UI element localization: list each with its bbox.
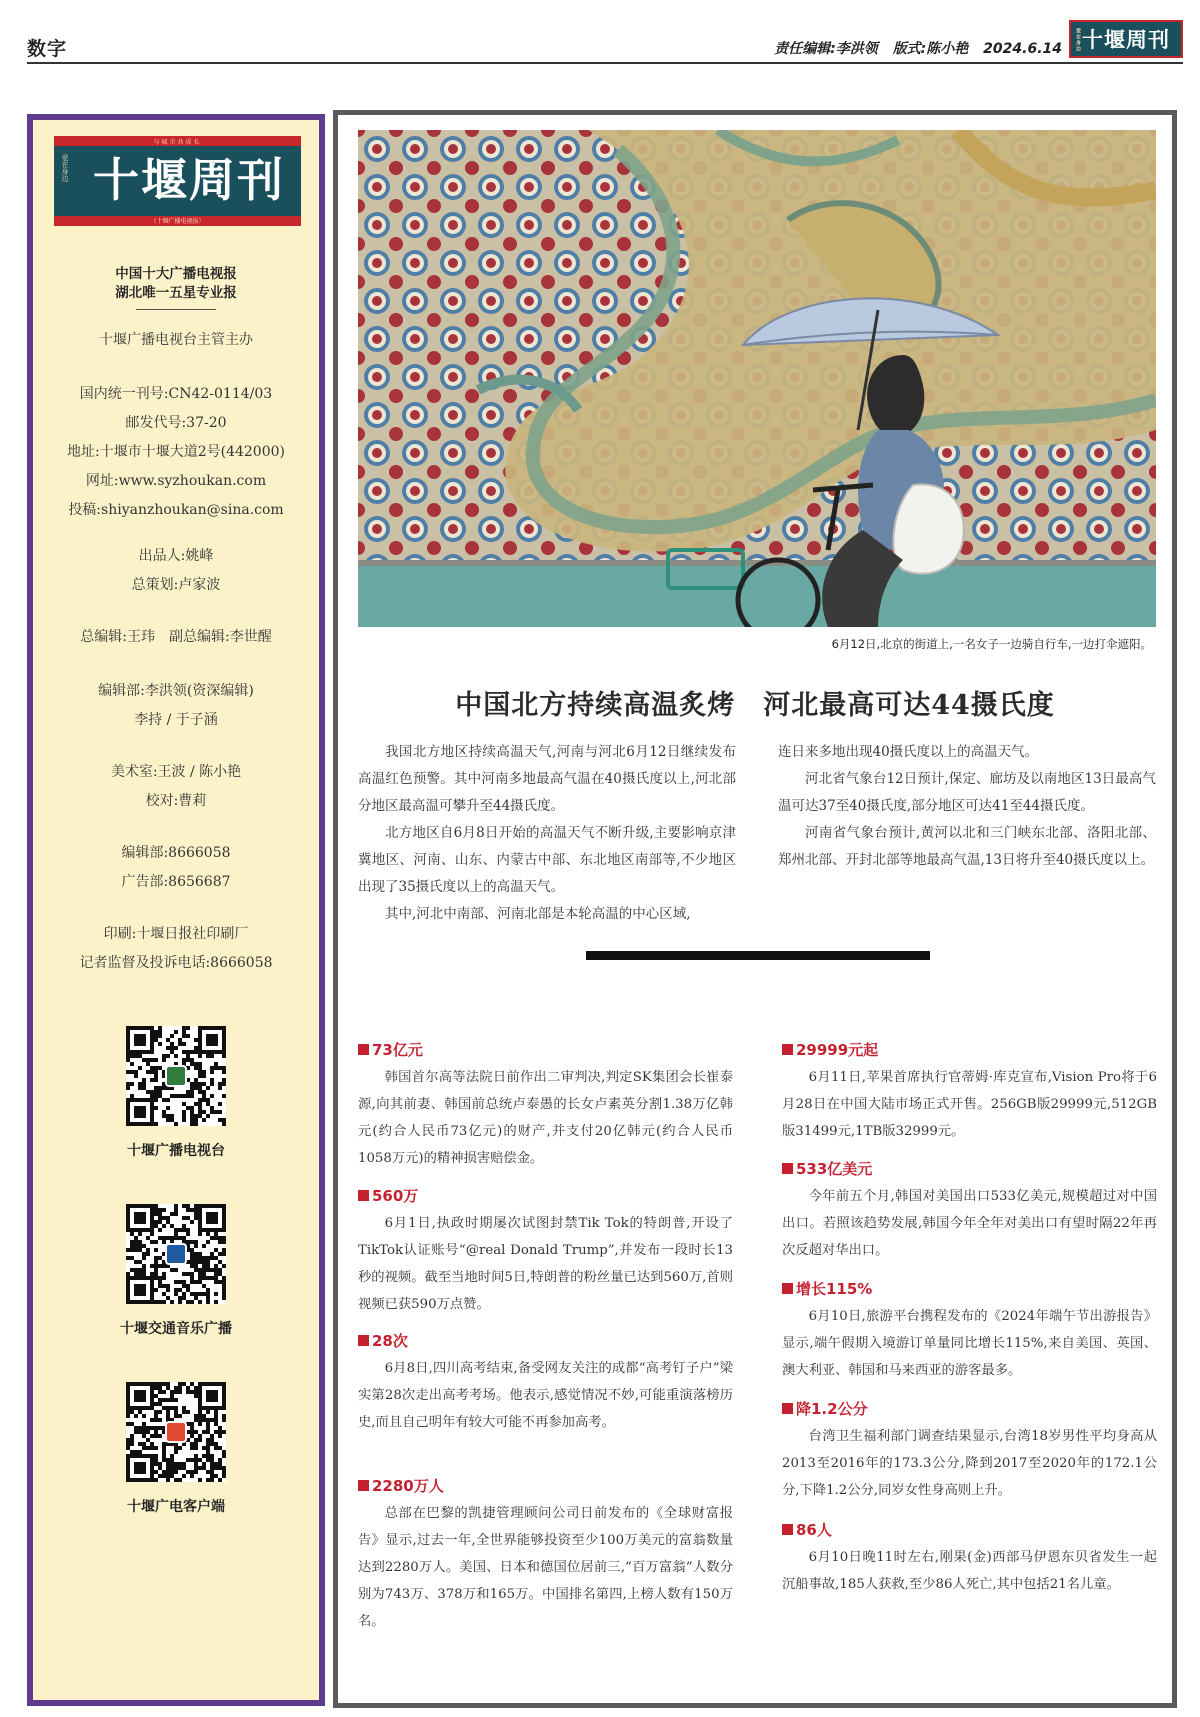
staff-line: 总编辑:王玮 副总编辑:李世醒 — [80, 629, 272, 645]
slogan-rule — [136, 309, 216, 310]
digit-body: 总部在巴黎的凯捷管理顾问公司日前发布的《全球财富报告》显示,过去一年,全世界能够投资至少100万美元的富翁数量达到2280万人。美国、日本和德国位居前三,“百万富翁”人数分别为743万、378万和165万。中国排名第四,上榜人数有150万名。 — [358, 1506, 733, 1629]
digit-item — [358, 1039, 733, 1172]
address: 地址:十堰市十堰大道2号(442000) — [67, 444, 285, 460]
slogan — [33, 265, 319, 303]
staff-line: 总策划:卢家波 — [131, 577, 221, 593]
layout-name: 版式:陈小艳 — [892, 41, 969, 57]
digit-body: 6月1日,执政时期屡次试图封禁Tik Tok的特朗普,开设了TikTok认证账号“@real Donald Trump”,并发布一段时长13秒的视频。截至当地时间5日,特朗普的粉丝量已达到560万,首则视频已获590万点赞。 — [358, 1216, 733, 1312]
phone-line: 编辑部:8666058 — [121, 845, 231, 861]
qr-traffic-radio[interactable] — [33, 1204, 319, 1338]
digit-body: 6月10日晚11时左右,刚果(金)西部马伊恩东贝省发生一起沉船事故,185人获救,至少86人死亡,其中包括21名儿童。 — [782, 1550, 1157, 1592]
lead-paragraph: 河南省气象台预计,黄河以北和三门峡东北部、洛阳北部、郑州北部、开封北部等地最高气温,13日将升至40摄氏度以上。 — [778, 825, 1156, 868]
digit-title: 560万 — [358, 1185, 733, 1207]
staff-line: 美术室:王波 / 陈小艳 — [110, 764, 242, 780]
print-line: 印刷:十堰日报社印刷厂 — [103, 926, 249, 942]
lead-column-right — [778, 739, 1156, 874]
digit-body: 6月10日,旅游平台携程发布的《2024年端午节出游报告》显示,端午假期入境游订单量同比增长115%,来自美国、英国、澳大利亚、韩国和马来西亚的游客最多。 — [782, 1309, 1157, 1378]
masthead-title: 十堰周刊 — [93, 153, 285, 207]
digit-item — [358, 1475, 733, 1635]
cyclist-umbrella-image — [358, 130, 1156, 627]
staff-producers — [33, 542, 319, 600]
section-title: 数字 — [27, 38, 68, 60]
qr-code-icon[interactable] — [126, 1026, 226, 1126]
section-divider — [586, 951, 930, 960]
qr-code-icon[interactable] — [126, 1382, 226, 1482]
digit-item — [358, 1185, 733, 1318]
staff-chief-editors — [33, 623, 319, 652]
staff-editorial — [33, 677, 319, 735]
submission-email: 投稿:shiyanzhoukan@sina.com — [68, 502, 284, 518]
issue-date: 2024.6.14 — [983, 41, 1062, 57]
phone-line: 广告部:8656687 — [121, 874, 231, 890]
digit-title: 2280万人 — [358, 1475, 733, 1497]
staff-line: 李持 / 于子涵 — [134, 712, 218, 728]
digit-item — [782, 1519, 1157, 1598]
staff-line: 编辑部:李洪领(资深编辑) — [98, 683, 254, 699]
digit-body: 今年前五个月,韩国对美国出口533亿美元,规模超过对中国出口。若照该趋势发展,韩国今年全年对美出口有望时隔22年再次反超对华出口。 — [782, 1189, 1157, 1258]
staff-line: 校对:曹莉 — [145, 793, 207, 809]
digit-title: 533亿美元 — [782, 1158, 1157, 1180]
qr-tv-station[interactable] — [33, 1026, 319, 1160]
masthead-subtitle: （十堰广播电视报） — [150, 218, 205, 225]
article-panel — [333, 110, 1177, 1708]
editor-credits — [764, 38, 1062, 58]
contact-phones — [33, 839, 319, 897]
issn: 国内统一刊号:CN42-0114/03 — [79, 386, 273, 402]
digit-title: 28次 — [358, 1330, 733, 1352]
photo-caption: 6月12日,北京的街道上,一名女子一边骑自行车,一边打伞遮阳。 — [831, 637, 1152, 651]
digit-title: 29999元起 — [782, 1039, 1157, 1061]
lead-column-left — [358, 739, 736, 928]
logo-side-text: 爱在身边 — [1075, 28, 1081, 52]
digit-item — [358, 1330, 733, 1436]
staff-line: 出品人:姚峰 — [138, 548, 214, 564]
qr-label: 十堰广电客户端 — [127, 1499, 225, 1515]
masthead-side-text: 爱在身边 — [61, 154, 69, 182]
newspaper-logo — [1069, 20, 1183, 58]
staff-art — [33, 758, 319, 816]
masthead-tagline: 与城市共成长 — [153, 139, 202, 146]
lead-paragraph: 河北省气象台12日预计,保定、廊坊及以南地区13日最高气温可达37至40摄氏度,部分地区可达41至44摄氏度。 — [778, 771, 1156, 814]
digit-body: 台湾卫生福利部门调查结果显示,台湾18岁男性平均身高从2013至2016年的173.3公分,降到2017至2020年的172.1公分,下降1.2公分,同岁女性身高则上升。 — [782, 1429, 1157, 1498]
qr-code-icon[interactable] — [126, 1204, 226, 1304]
website: 网址:www.syzhoukan.com — [85, 473, 267, 489]
digit-title: 降1.2公分 — [782, 1398, 1157, 1420]
digit-item — [782, 1278, 1157, 1384]
slogan-line: 中国十大广播电视报 — [115, 266, 237, 282]
digit-title: 86人 — [782, 1519, 1157, 1541]
masthead — [54, 136, 301, 226]
print-line: 记者监督及投诉电话:8666058 — [79, 955, 273, 971]
digit-title: 73亿元 — [358, 1039, 733, 1061]
lead-paragraph: 北方地区自6月8日开始的高温天气不断升级,主要影响京津冀地区、河南、山东、内蒙古中部、东北地区南部等,不少地区出现了35摄氏度以上的高温天气。 — [358, 825, 736, 895]
digit-body: 6月8日,四川高考结束,备受网友关注的成都“高考钉子户”梁实第28次走出高考考场。他表示,感觉情况不妙,可能重演落榜历史,而且自己明年有较大可能不再参加高考。 — [358, 1361, 733, 1430]
lead-paragraph: 我国北方地区持续高温天气,河南与河北6月12日继续发布高温红色预警。其中河南多地最高气温在40摄氏度以上,河北部分地区最高温可攀升至44摄氏度。 — [358, 744, 736, 814]
lead-paragraph: 连日来多地出现40摄氏度以上的高温天气。 — [778, 744, 1039, 760]
article-headline: 中国北方持续高温炙烤 河北最高可达44摄氏度 — [455, 690, 1055, 721]
qr-label: 十堰广播电视台 — [127, 1143, 225, 1159]
qr-label: 十堰交通音乐广播 — [120, 1321, 232, 1337]
header-rule — [27, 62, 1183, 64]
digit-title: 增长115% — [782, 1278, 1157, 1300]
organizer: 十堰广播电视台主管主办 — [99, 332, 253, 348]
slogan-line: 湖北唯一五星专业报 — [115, 285, 237, 301]
digit-item — [782, 1158, 1157, 1264]
publication-info — [33, 380, 319, 525]
postal-code: 邮发代号:37-20 — [125, 415, 227, 431]
digit-item — [782, 1039, 1157, 1145]
logo-text: 十堰周刊 — [1082, 27, 1170, 52]
digit-body: 韩国首尔高等法院日前作出二审判决,判定SK集团会长崔泰源,向其前妻、韩国前总统卢泰愚的长女卢素英分割1.38万亿韩元(约合人民币73亿元)的财产,并支付20亿韩元(约合人民币1058万元)的精神损害赔偿金。 — [358, 1070, 733, 1166]
qr-client-app[interactable] — [33, 1382, 319, 1516]
info-sidebar — [27, 114, 325, 1706]
lead-paragraph: 其中,河北中南部、河南北部是本轮高温的中心区域, — [385, 906, 691, 922]
news-photo — [358, 130, 1156, 627]
digit-item — [782, 1398, 1157, 1504]
editor-name: 责任编辑:李洪领 — [774, 41, 878, 57]
digit-body: 6月11日,苹果首席执行官蒂姆·库克宣布,Vision Pro将于6月28日在中国大陆市场正式开售。256GB版29999元,512GB版31499元,1TB版32999元。 — [782, 1070, 1157, 1139]
printer-info — [33, 920, 319, 978]
